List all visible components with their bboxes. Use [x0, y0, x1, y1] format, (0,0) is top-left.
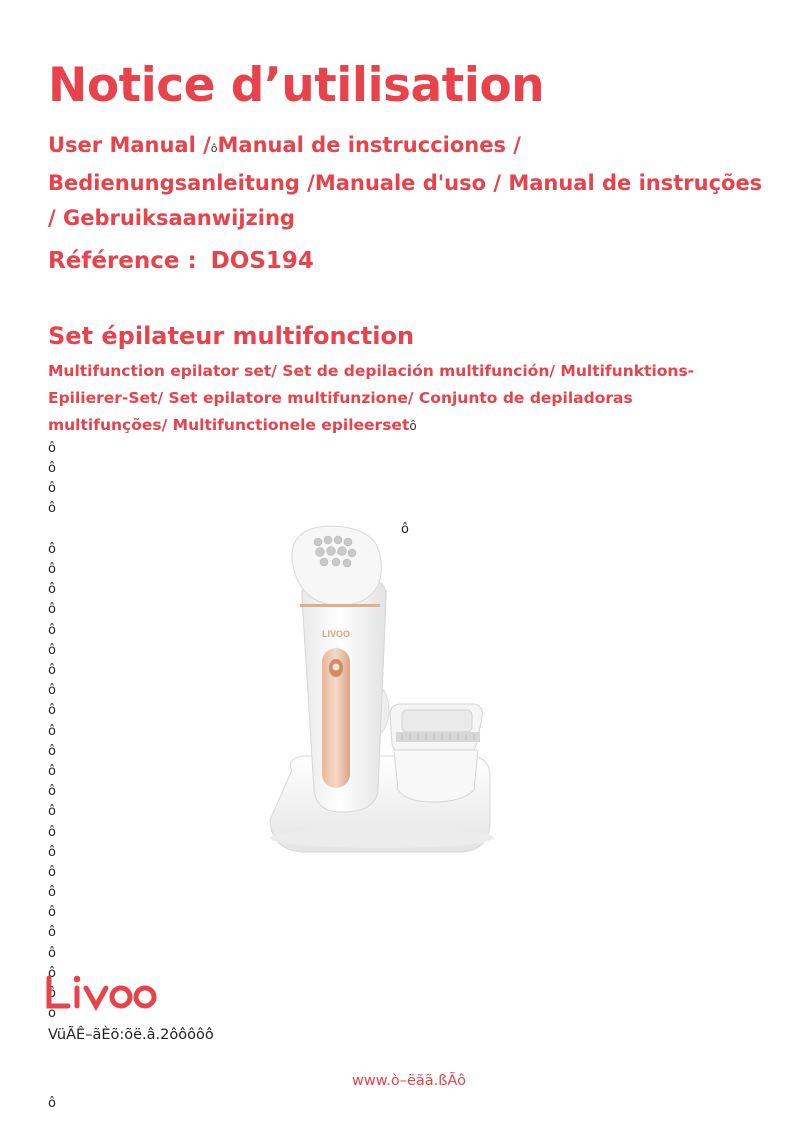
glyph-mark: ô: [48, 542, 56, 557]
svg-text:LIVOO: LIVOO: [322, 629, 351, 639]
glyph-mark: ô: [48, 441, 56, 456]
glyph-mark: ô: [48, 905, 56, 920]
glyph-mark: ô: [48, 804, 56, 819]
glyph-mark: ô: [48, 865, 56, 880]
product-title: Set épilateur multifonction: [48, 322, 415, 350]
reference-label: Référence :: [48, 248, 197, 274]
glyph-mark: ô: [48, 481, 56, 496]
glyph-mark: ô: [48, 764, 56, 779]
glyph-mark: ô: [48, 925, 56, 940]
document-subtitle: [48, 128, 768, 236]
glyph-mark: ô: [48, 663, 56, 678]
subtitle-part1: User Manual /: [48, 133, 211, 157]
glyph-mark: ô: [48, 946, 56, 961]
reference-code: DOS194: [210, 248, 314, 274]
document-title: Notice d’utilisation: [48, 58, 545, 113]
glyph-mark: ô: [48, 461, 56, 476]
glyph-mark: ô: [48, 744, 56, 759]
epilator-product-image: [262, 520, 502, 865]
website-link[interactable]: www.ò–ëãã.ßÃô: [352, 1073, 466, 1089]
product-subtitle-glyph: ô: [409, 419, 417, 433]
glyph-mark: ô: [48, 501, 56, 516]
glyph-mark: ô: [48, 885, 56, 900]
glyph-mark: ô: [48, 825, 56, 840]
glyph-mark: ô: [48, 724, 56, 739]
glyph-mark: ô: [48, 683, 56, 698]
glyph-mark: ô: [48, 562, 56, 577]
glyph-mark: ô: [48, 623, 56, 638]
glyph-mark: ô: [48, 643, 56, 658]
product-subtitle: [48, 358, 748, 440]
glyph-mark: ô: [48, 784, 56, 799]
reference: [48, 248, 314, 274]
glyph-mark: ô: [48, 845, 56, 860]
subtitle-glyph: ô: [210, 142, 218, 155]
glyph-mark: ô: [401, 522, 409, 537]
livoo-logo: [44, 970, 160, 1016]
subtitle-part2: Manual de instrucciones / Bedienungsanleitung /Manuale d'uso / Manual de instruções / Gebruiksaanwijzing: [48, 133, 763, 230]
glyph-mark: ô: [48, 966, 56, 981]
glyph-mark: ô: [48, 703, 56, 718]
glyph-mark: ô: [48, 1006, 56, 1021]
glyph-mark: ô: [48, 1096, 56, 1111]
glyph-mark: ô: [48, 602, 56, 617]
product-subtitle-text: Multifunction epilator set/ Set de depilación multifunción/ Multifunktions-Epilierer-Set/ Set epilatore multifunzione/ Conjunto de depiladoras multifunções/ Multifunctionele epileerset: [48, 362, 695, 434]
footer-text: VüÃÊ–ãÈõ:õë.â.2ôôôôô: [48, 1027, 214, 1043]
glyph-mark: ô: [48, 986, 56, 1001]
glyph-mark: ô: [48, 582, 56, 597]
